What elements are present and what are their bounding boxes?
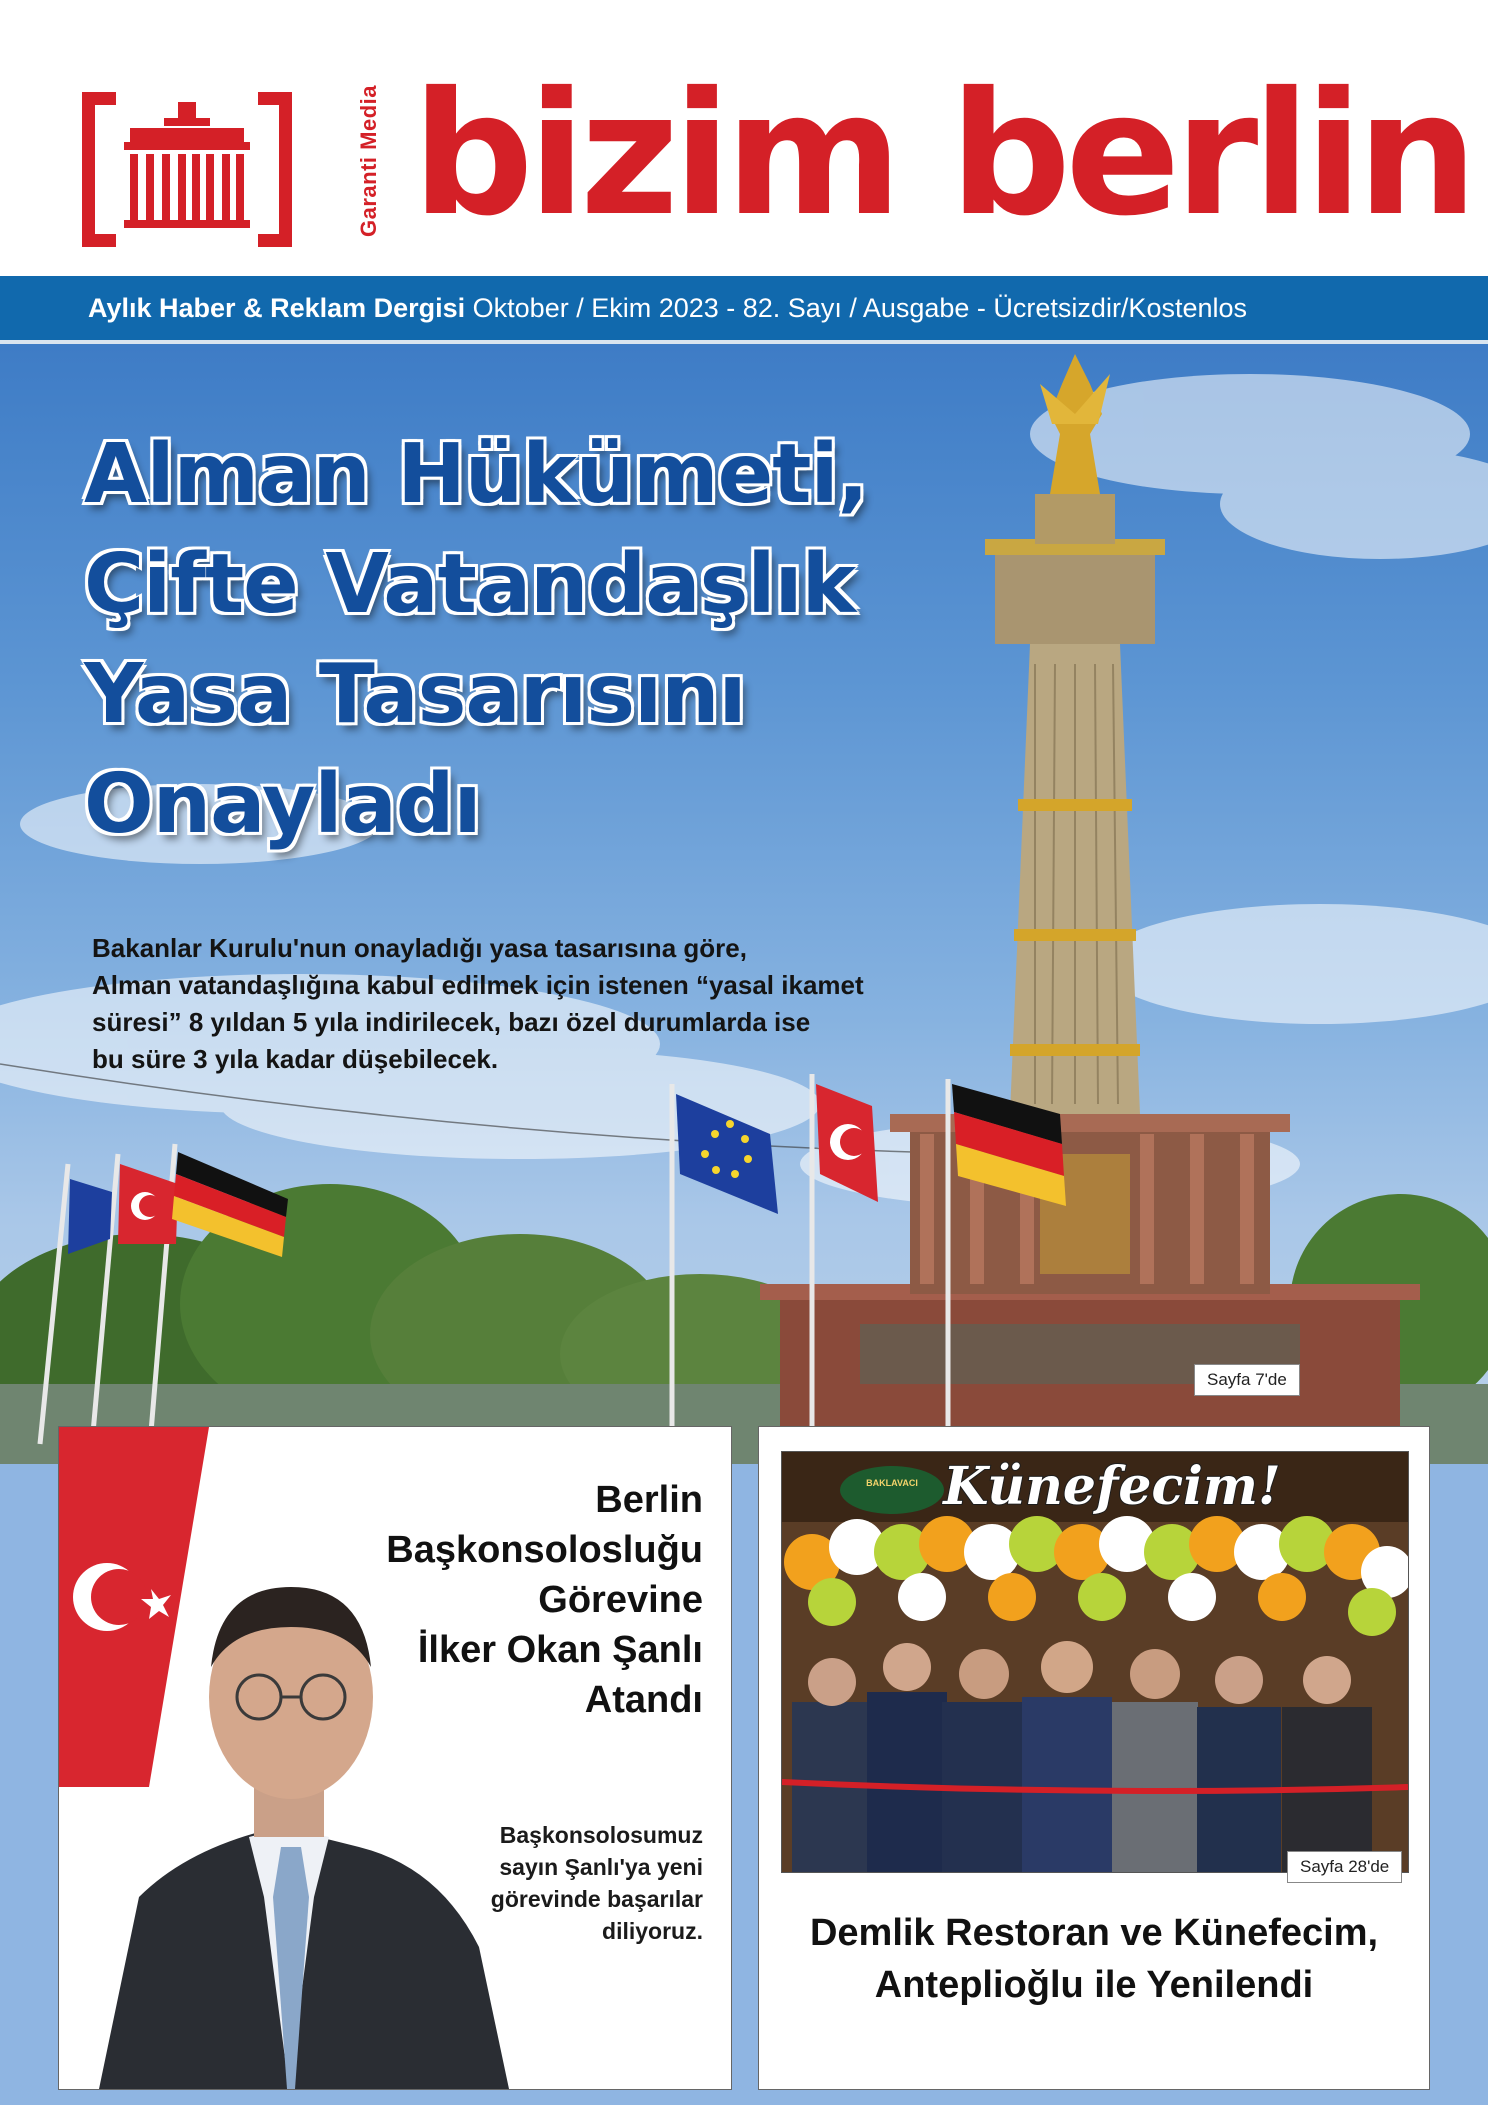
- hero-photo: [0, 344, 1488, 1464]
- consul-message: [383, 1819, 703, 1947]
- headline-line: Onayladı: [84, 757, 481, 852]
- restaurant-story-card[interactable]: [758, 1426, 1430, 2090]
- consul-headline-line: Atandı: [584, 1679, 703, 1721]
- consul-headline-line: Görevine: [538, 1579, 703, 1621]
- ribbon-cutting-photo: [781, 1451, 1409, 1873]
- consul-message-line: görevinde başarılar: [490, 1886, 703, 1912]
- restaurant-headline-line: Demlik Restoran ve Künefecim,: [809, 1912, 1379, 1954]
- shop-sign-text: Künefecim!: [943, 1456, 1281, 1517]
- headline-line: Yasa Tasarısını: [84, 647, 746, 742]
- headline-line: Alman Hükümeti,: [84, 427, 868, 522]
- consul-headline: [283, 1475, 703, 1725]
- summary-line: Alman vatandaşlığına kabul edilmek için istenen “yasal ikamet: [92, 970, 864, 1000]
- brandenburg-gate-logo-icon: [82, 92, 292, 247]
- magazine-title: bizim berlin: [412, 56, 1472, 254]
- issue-info-type: Aylık Haber & Reklam Dergisi: [88, 293, 466, 323]
- ribbon-cutting-scene: [782, 1452, 1408, 1872]
- consul-headline-line: Başkonsolosluğu: [386, 1529, 703, 1571]
- consul-headline-line: Berlin: [595, 1479, 703, 1521]
- summary-line: süresi” 8 yıldan 5 yıla indirilecek, bazı özel durumlarda ise: [92, 1007, 811, 1037]
- consul-message-line: sayın Şanlı'ya yeni: [499, 1854, 703, 1880]
- summary-line: Bakanlar Kurulu'nun onayladığı yasa tasarısına göre,: [92, 933, 747, 963]
- sign-small-text: BAKLAVACI: [866, 1478, 918, 1488]
- publisher-label: Garanti Media: [356, 85, 381, 237]
- consul-message-line: Başkonsolosumuz: [499, 1822, 703, 1848]
- lead-headline[interactable]: [84, 420, 984, 860]
- consul-story-card[interactable]: [58, 1426, 732, 2090]
- issue-info: [88, 276, 1247, 340]
- headline-line: Çifte Vatandaşlık: [84, 537, 856, 632]
- consul-headline-line: İlker Okan Şanlı: [417, 1629, 703, 1671]
- lead-page-ref[interactable]: Sayfa 7'de: [1194, 1364, 1300, 1396]
- masthead: [0, 0, 1488, 276]
- restaurant-page-ref[interactable]: Sayfa 28'de: [1287, 1851, 1402, 1883]
- restaurant-headline-line: Anteplioğlu ile Yenilendi: [874, 1964, 1314, 2006]
- restaurant-headline: [759, 1907, 1429, 2011]
- issue-info-bar: [0, 276, 1488, 344]
- issue-info-date: Oktober / Ekim 2023 - 82. Sayı / Ausgabe - Ücretsizdir/Kostenlos: [465, 293, 1248, 323]
- consul-message-line: diliyoruz.: [602, 1918, 703, 1944]
- summary-line: bu süre 3 yıla kadar düşebilecek.: [92, 1044, 499, 1074]
- lead-summary: [92, 930, 972, 1078]
